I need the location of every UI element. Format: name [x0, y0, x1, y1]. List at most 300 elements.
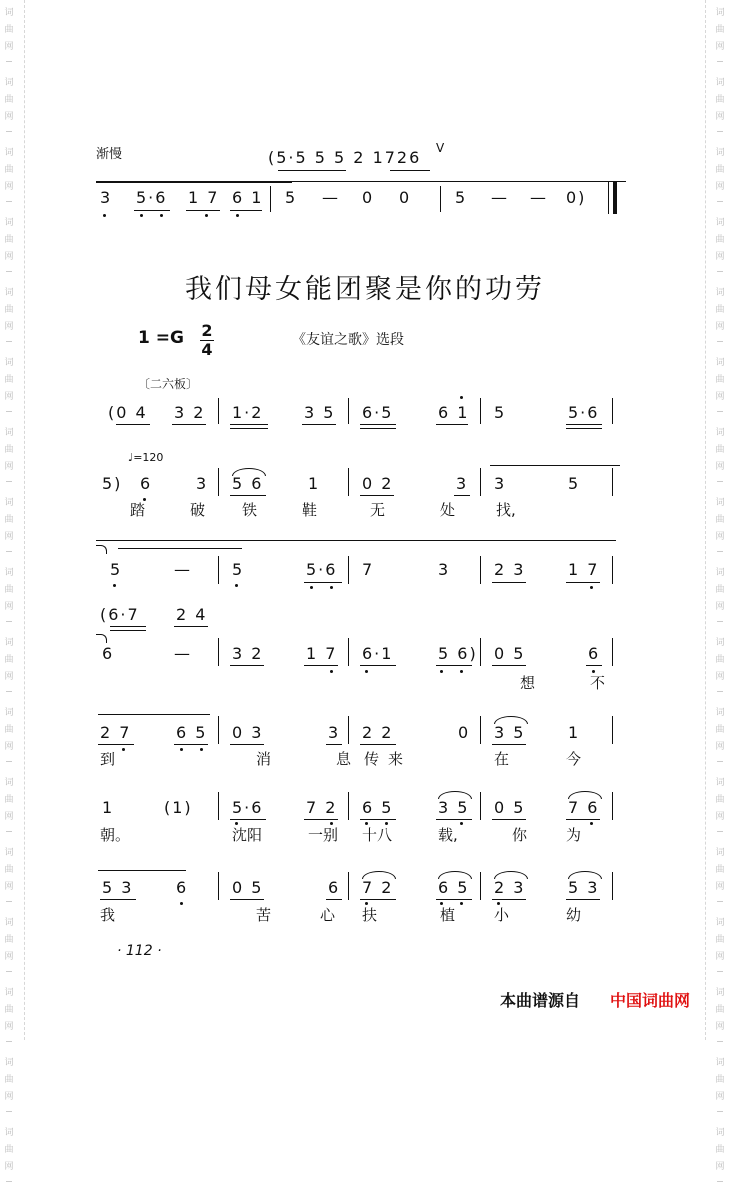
underline [174, 744, 208, 745]
underline [302, 424, 336, 425]
underline [304, 819, 338, 820]
note: 3 [494, 474, 507, 493]
watermark-char: 曲 [715, 725, 725, 735]
watermark-char: 词 [715, 498, 725, 508]
watermark-char: 网 [715, 672, 725, 682]
dot [330, 586, 333, 589]
dot [365, 670, 368, 673]
lyric: 沈阳 [232, 826, 263, 844]
bar-line [218, 468, 219, 496]
watermark-char: 网 [715, 322, 725, 332]
watermark-separator [717, 691, 723, 692]
note: 0 [458, 723, 471, 742]
watermark-char: 曲 [715, 585, 725, 595]
watermark-separator [6, 341, 12, 342]
note: 6·5 [362, 403, 394, 422]
watermark-char: 网 [4, 182, 14, 192]
note: 1 [308, 474, 321, 493]
watermark-char: 曲 [4, 25, 14, 35]
watermark-separator [6, 271, 12, 272]
watermark-char: 网 [715, 532, 725, 542]
note: 3 5 [494, 723, 526, 742]
note: 0 5 [494, 798, 526, 817]
underline [230, 744, 264, 745]
underline [230, 424, 268, 425]
bar-line [612, 792, 613, 820]
lyric: 我 [100, 906, 116, 924]
note: 6 [176, 878, 189, 897]
underline [454, 495, 470, 496]
dot [180, 902, 183, 905]
staff-rule [96, 181, 626, 182]
watermark-char: 词 [715, 1128, 725, 1138]
lyric: 踏 [130, 501, 146, 519]
watermark-char: 曲 [715, 95, 725, 105]
watermark-separator [6, 901, 12, 902]
watermark-char: 词 [4, 78, 14, 88]
underline [360, 495, 394, 496]
lyric: 幼 [566, 906, 582, 924]
note: — [174, 560, 192, 579]
note: (6·7 [100, 605, 140, 624]
watermark-char: 网 [715, 462, 725, 472]
watermark-char: 网 [4, 882, 14, 892]
intro-line: (5·5 5 5 2 1726 [268, 148, 422, 167]
note: 5 [232, 560, 245, 579]
lyric: 一别 [308, 826, 339, 844]
watermark-char: 词 [4, 218, 14, 228]
note: 6 5 [176, 723, 208, 742]
note: 0 5 [494, 644, 526, 663]
underline [230, 899, 264, 900]
watermark-char: 曲 [4, 445, 14, 455]
bar-line [218, 792, 219, 820]
slur [494, 716, 528, 724]
underline [566, 424, 602, 425]
watermark-separator [6, 551, 12, 552]
lyric: 想 [520, 674, 536, 692]
bar-line [348, 638, 349, 666]
watermark-char: 词 [4, 498, 14, 508]
bar-line [440, 186, 441, 212]
note: — [491, 188, 509, 207]
note: 3 [456, 474, 469, 493]
dot [160, 214, 163, 217]
key-signature: 1 =G [138, 328, 184, 348]
watermark-char: 网 [715, 952, 725, 962]
watermark-char: 词 [4, 848, 14, 858]
watermark-char: 词 [4, 148, 14, 158]
watermark-char: 网 [715, 742, 725, 752]
note: 0 2 [362, 474, 394, 493]
watermark-separator [6, 621, 12, 622]
time-denominator: 4 [201, 340, 213, 359]
note: 6 5 [362, 798, 394, 817]
lyric: 传 [364, 750, 380, 768]
breath-mark: V [436, 141, 445, 155]
note: (0 4 [108, 403, 148, 422]
slur [494, 871, 528, 879]
dot [460, 822, 463, 825]
note: 0 3 [232, 723, 264, 742]
watermark-char: 词 [715, 288, 725, 298]
note: 5·6 [232, 798, 264, 817]
dot [590, 586, 593, 589]
tie-line [98, 870, 186, 871]
watermark-char: 网 [715, 882, 725, 892]
note: 5) [102, 474, 123, 493]
underline [360, 744, 396, 745]
lyric: 处 [440, 501, 456, 519]
bar-line [480, 638, 481, 666]
note: 0) [566, 188, 587, 207]
note: 5 [568, 474, 581, 493]
page-border-right [705, 0, 706, 1040]
bar-line [612, 468, 613, 496]
watermark-char: 曲 [715, 25, 725, 35]
slur [362, 871, 396, 879]
note: 5 [494, 403, 507, 422]
watermark-char: 网 [4, 462, 14, 472]
lyric: 到 [100, 750, 116, 768]
watermark-char: 词 [715, 778, 725, 788]
note: 5·6 [568, 403, 600, 422]
lyric: 载, [438, 826, 458, 844]
credit-prefix: 本曲谱源自 [500, 991, 581, 1010]
dot [180, 748, 183, 751]
bar-line [480, 468, 481, 496]
lyric: 十八 [362, 826, 393, 844]
note: 3 [328, 723, 341, 742]
note: 5 [110, 560, 123, 579]
lyric: 找, [496, 501, 516, 519]
watermark-separator [717, 761, 723, 762]
bar-line [348, 556, 349, 584]
underline [360, 428, 396, 429]
note: 3 [100, 188, 113, 207]
note: — [530, 188, 548, 207]
watermark-separator [6, 411, 12, 412]
watermark-char: 曲 [4, 935, 14, 945]
watermark-char: 曲 [4, 795, 14, 805]
lyric: 破 [190, 501, 206, 519]
slur [232, 468, 266, 476]
watermark-separator [6, 481, 12, 482]
watermark-separator [717, 551, 723, 552]
underline [98, 744, 134, 745]
bar-line [348, 468, 349, 496]
bar-line [218, 872, 219, 900]
note: 3 5 [438, 798, 470, 817]
dot [113, 584, 116, 587]
lyric: 心 [320, 906, 336, 924]
underline [172, 424, 206, 425]
underline [436, 899, 472, 900]
watermark-char: 曲 [4, 515, 14, 525]
watermark-char: 网 [715, 1022, 725, 1032]
time-numerator: 2 [201, 321, 213, 340]
note: 5 3 [568, 878, 600, 897]
watermark-char: 曲 [4, 375, 14, 385]
lyric: 苦 [256, 906, 272, 924]
watermark-char: 词 [4, 638, 14, 648]
watermark-char: 词 [715, 918, 725, 928]
watermark-char: 网 [715, 182, 725, 192]
note: 3 [196, 474, 209, 493]
note: 2 3 [494, 878, 526, 897]
underline [186, 210, 220, 211]
bar-line [612, 716, 613, 744]
underline [230, 819, 266, 820]
tie-line [490, 465, 620, 466]
watermark-separator [6, 131, 12, 132]
watermark-char: 网 [4, 812, 14, 822]
bar-line [612, 398, 613, 424]
staff-rule [96, 540, 616, 541]
underline [436, 424, 468, 425]
underline [492, 665, 526, 666]
underline [230, 665, 264, 666]
watermark-separator [6, 201, 12, 202]
note: 2 4 [176, 605, 208, 624]
watermark-char: 词 [4, 428, 14, 438]
watermark-char: 网 [4, 1162, 14, 1172]
credit-site-link[interactable]: 中国词曲网 [610, 991, 691, 1010]
watermark-char: 网 [715, 112, 725, 122]
underline [116, 424, 150, 425]
note: 2 7 [100, 723, 132, 742]
watermark-separator [717, 341, 723, 342]
watermark-char: 曲 [715, 795, 725, 805]
watermark-char: 曲 [715, 1075, 725, 1085]
watermark-char: 曲 [4, 1005, 14, 1015]
bar-line [480, 792, 481, 820]
bar-line [218, 716, 219, 744]
bar-line [348, 716, 349, 744]
note: 3 5 [304, 403, 336, 422]
dot [103, 214, 106, 217]
underline [566, 899, 600, 900]
bar-line [218, 556, 219, 584]
watermark-char: 词 [715, 78, 725, 88]
watermark-separator [717, 831, 723, 832]
watermark-separator [717, 131, 723, 132]
lyric: 为 [566, 826, 582, 844]
watermark-separator [6, 691, 12, 692]
watermark-char: 曲 [715, 1005, 725, 1015]
watermark-separator [6, 831, 12, 832]
watermark-separator [6, 1111, 12, 1112]
underline [110, 626, 146, 627]
watermark-char: 网 [715, 602, 725, 612]
watermark-separator [6, 1041, 12, 1042]
watermark-char: 曲 [715, 375, 725, 385]
page-border-left [24, 0, 25, 1040]
note: 7 6 [568, 798, 600, 817]
note: 1 [568, 723, 581, 742]
watermark-separator [717, 621, 723, 622]
watermark-char: 曲 [715, 655, 725, 665]
underline [174, 626, 208, 627]
dot [310, 586, 313, 589]
note: 6·1 [362, 644, 394, 663]
note: — [322, 188, 340, 207]
note: 5 [285, 188, 298, 207]
watermark-char: 网 [4, 252, 14, 262]
watermark-char: 曲 [715, 1145, 725, 1155]
note: 2 3 [494, 560, 526, 579]
note: 6 1 [232, 188, 264, 207]
underline [436, 819, 472, 820]
watermark-char: 曲 [4, 1075, 14, 1085]
note: 1 7 [306, 644, 338, 663]
underline [230, 495, 266, 496]
underline [586, 665, 602, 666]
watermark-char: 词 [4, 988, 14, 998]
bar-line [480, 716, 481, 744]
watermark-char: 词 [715, 358, 725, 368]
tempo-marking: ♩=120 [128, 451, 164, 464]
dot [235, 584, 238, 587]
dot [200, 748, 203, 751]
watermark-char: 词 [4, 708, 14, 718]
underline [566, 819, 600, 820]
tie-line [118, 548, 242, 549]
watermark-char: 曲 [4, 165, 14, 175]
watermark-char: 曲 [715, 445, 725, 455]
watermark-char: 词 [715, 638, 725, 648]
watermark-separator [6, 971, 12, 972]
lyric: 无 [370, 501, 386, 519]
note: 6 [328, 878, 341, 897]
bar-line [218, 398, 219, 424]
watermark-char: 词 [715, 428, 725, 438]
note: 6 1 [438, 403, 470, 422]
bar-line [612, 872, 613, 900]
underline [360, 424, 396, 425]
bar-line [612, 556, 613, 584]
underline [230, 428, 268, 429]
slur [438, 871, 472, 879]
watermark-char: 网 [4, 532, 14, 542]
bar-line [608, 182, 609, 214]
underline [278, 170, 346, 171]
watermark-char: 曲 [4, 95, 14, 105]
watermark-separator [717, 201, 723, 202]
watermark-separator [717, 481, 723, 482]
dot [440, 670, 443, 673]
watermark-char: 词 [715, 1058, 725, 1068]
underline [360, 819, 396, 820]
dot [330, 822, 333, 825]
watermark-char: 词 [715, 988, 725, 998]
watermark-char: 曲 [4, 725, 14, 735]
watermark-char: 网 [4, 952, 14, 962]
dot [460, 670, 463, 673]
tie-hook [96, 545, 107, 554]
note: 3 2 [232, 644, 264, 663]
note: 1 7 [568, 560, 600, 579]
bar-line [348, 792, 349, 820]
tie-line [96, 182, 292, 183]
tie-hook [96, 634, 107, 643]
note: 1·2 [232, 403, 264, 422]
watermark-char: 词 [715, 8, 725, 18]
watermark-char: 网 [715, 812, 725, 822]
bar-line [480, 398, 481, 424]
bar-line [612, 638, 613, 666]
dot [460, 902, 463, 905]
watermark-char: 词 [715, 568, 725, 578]
watermark-char: 网 [715, 252, 725, 262]
watermark-char: 网 [715, 1092, 725, 1102]
watermark-char: 曲 [715, 515, 725, 525]
note: 5 [455, 188, 468, 207]
lyric: 在 [494, 750, 510, 768]
lyric: 不 [590, 674, 606, 692]
watermark-char: 曲 [715, 935, 725, 945]
watermark-separator [717, 971, 723, 972]
underline [492, 582, 526, 583]
watermark-char: 词 [715, 218, 725, 228]
final-bar-line [613, 182, 617, 214]
note: 6 [102, 644, 115, 663]
note: — [174, 644, 192, 663]
lyric: 植 [440, 906, 456, 924]
dot [460, 396, 463, 399]
watermark-char: 网 [715, 42, 725, 52]
underline [566, 582, 600, 583]
bar-line [348, 872, 349, 900]
underline [230, 210, 262, 211]
watermark-char: 曲 [4, 865, 14, 875]
watermark-char: 曲 [715, 305, 725, 315]
note: 6 [588, 644, 601, 663]
watermark-char: 网 [4, 392, 14, 402]
note: 0 5 [232, 878, 264, 897]
dot [330, 670, 333, 673]
underline [390, 170, 430, 171]
lyric: 朝。 [100, 826, 131, 844]
dot [235, 822, 238, 825]
note: 0 [399, 188, 412, 207]
watermark-char: 曲 [4, 305, 14, 315]
dot [385, 822, 388, 825]
slur [568, 791, 602, 799]
watermark-char: 词 [4, 778, 14, 788]
dot [590, 822, 593, 825]
dot [497, 902, 500, 905]
underline [304, 665, 338, 666]
watermark-char: 词 [4, 8, 14, 18]
watermark-char: 词 [715, 708, 725, 718]
watermark-char: 词 [715, 148, 725, 158]
bar-line [480, 556, 481, 584]
watermark-char: 曲 [4, 585, 14, 595]
note: 3 [438, 560, 451, 579]
watermark-char: 词 [4, 358, 14, 368]
underline [492, 744, 526, 745]
bar-line [480, 872, 481, 900]
watermark-char: 词 [715, 848, 725, 858]
slur [438, 791, 472, 799]
source-note: 《友谊之歌》选段 [292, 332, 404, 348]
note: 5 6 [232, 474, 264, 493]
watermark-char: 词 [4, 288, 14, 298]
note: 3 2 [174, 403, 206, 422]
lyric: 鞋 [302, 501, 318, 519]
lyric: 小 [494, 906, 510, 924]
